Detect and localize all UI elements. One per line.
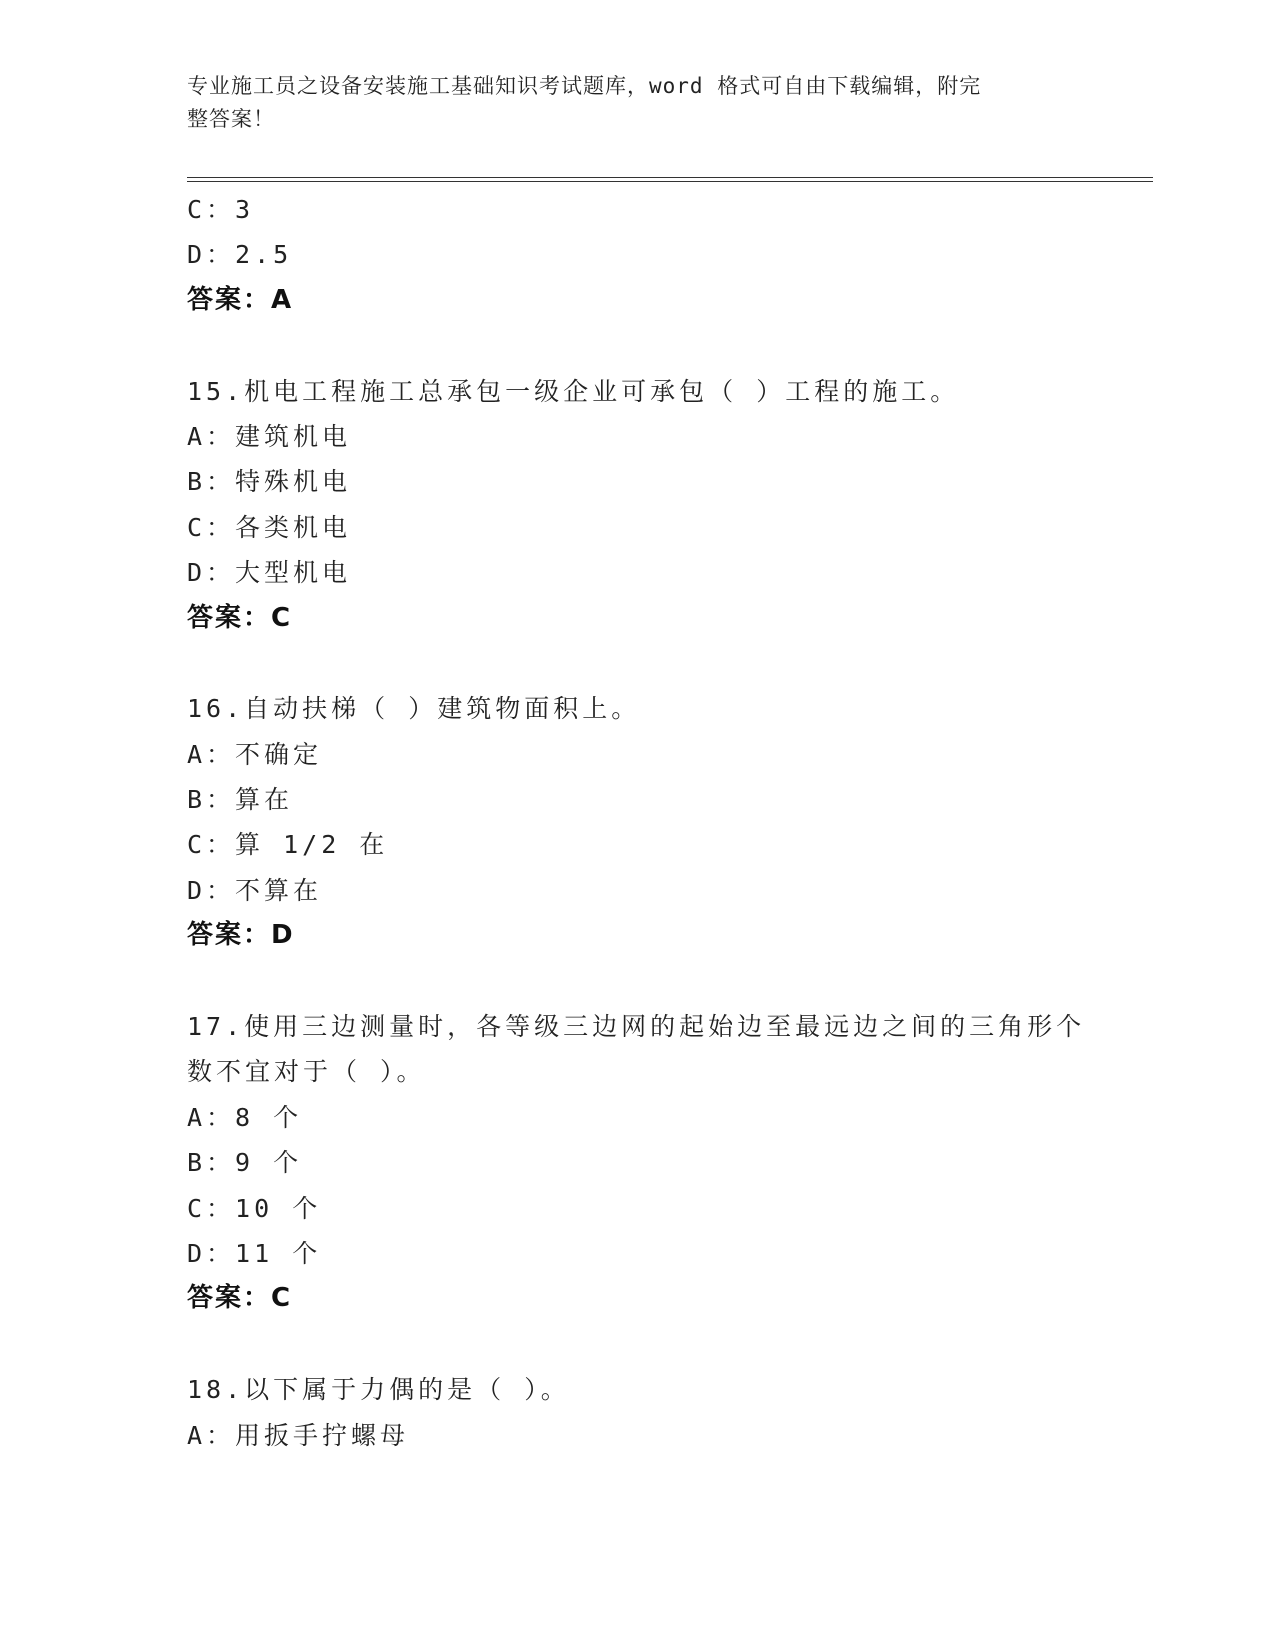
option-a: A：建筑机电 xyxy=(187,421,352,451)
question-list xyxy=(187,187,1147,1458)
question-text: 15.机电工程施工总承包一级企业可承包（ ）工程的施工。 xyxy=(187,376,960,406)
prev-question xyxy=(187,187,1147,323)
option-c: C：3 xyxy=(187,195,255,224)
option-c: C：各类机电 xyxy=(187,512,352,542)
option-d: D：不算在 xyxy=(187,875,323,905)
option-d: D：11 个 xyxy=(187,1238,322,1268)
option-a: A：8 个 xyxy=(187,1102,303,1132)
question-17 xyxy=(187,1004,1147,1322)
option-b: B：算在 xyxy=(187,785,294,815)
option-d: D：大型机电 xyxy=(187,558,352,588)
option-c: C：算 1/2 在 xyxy=(187,830,389,860)
header-line-2: 整答案！ xyxy=(187,107,275,131)
question-text: 16.自动扶梯（ ）建筑物面积上。 xyxy=(187,694,641,724)
question-15 xyxy=(187,369,1147,641)
answer-line: 答案：C xyxy=(187,602,293,633)
question-16 xyxy=(187,686,1147,958)
option-a: A：不确定 xyxy=(187,739,323,769)
document-header xyxy=(187,70,1067,136)
answer-line: 答案：A xyxy=(187,284,294,315)
option-c: C：10 个 xyxy=(187,1193,322,1223)
question-18 xyxy=(187,1367,1147,1458)
option-d: D：2.5 xyxy=(187,240,293,270)
option-b: B：9 个 xyxy=(187,1148,303,1178)
question-text: 17.使用三边测量时，各等级三边网的起始边至最远边之间的三角形个 xyxy=(187,1012,1086,1042)
option-b: B：特殊机电 xyxy=(187,467,352,497)
option-a: A：用扳手拧螺母 xyxy=(187,1420,410,1450)
header-divider xyxy=(187,177,1153,182)
question-text: 18.以下属于力偶的是（ ）。 xyxy=(187,1375,570,1405)
answer-line: 答案：D xyxy=(187,920,295,951)
header-line-1: 专业施工员之设备安装施工基础知识考试题库，word 格式可自由下载编辑，附完 xyxy=(187,74,982,98)
question-text-continued: 数不宜对于（ ）。 xyxy=(187,1057,426,1087)
answer-line: 答案：C xyxy=(187,1283,293,1314)
